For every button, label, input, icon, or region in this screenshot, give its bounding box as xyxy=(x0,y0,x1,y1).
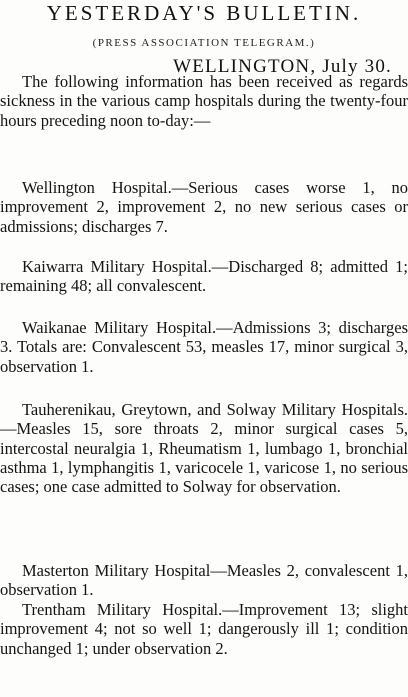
article-paragraph-trentham-hospital: Trentham Military Hospital.—Improvement 13; slight improvement 4; not so well 1; dangerously ill 1; condition unchanged 1; under observation 2. xyxy=(0,600,408,658)
article-paragraph-intro: The following information has been received as regards sickness in the various camp hospitals during the twenty-four hours preceding noon to-day:— xyxy=(0,72,408,130)
article-paragraph-wellington-hospital: Wellington Hospital.—Serious cases worse 1, no improvement 2, improvement 2, no new serious cases or admissions; discharges 7. xyxy=(0,178,408,236)
article-dateline: WELLINGTON, July 30. xyxy=(173,56,392,77)
article-paragraph-kaiwarra-hospital: Kaiwarra Military Hospital.—Discharged 8; admitted 1; remaining 48; all convalescent. xyxy=(0,257,408,296)
article-paragraph-featherston-hospitals: Tauherenikau, Greytown, and Solway Military Hospitals.—Measles 15, sore throats 2, minor surgical cases 5, intercostal neuralgia 1, Rheumatism 1, lumbago 1, bronchial asthma 1, lymphangitis 1, varicocele 1, varicose 1, no serious cases; one case admitted to Solway for observation. xyxy=(0,400,408,497)
article-headline: YESTERDAY'S BULLETIN. xyxy=(46,1,362,25)
article-paragraph-waikanae-hospital: Waikanae Military Hospital.—Admissions 3; discharges 3. Totals are: Convalescent 53, measles 17, minor surgical 3, observation 1. xyxy=(0,318,408,376)
article-source: (PRESS ASSOCIATION TELEGRAM.) xyxy=(92,37,316,49)
article-paragraph-masterton-hospital: Masterton Military Hospital—Measles 2, convalescent 1, observation 1. xyxy=(0,561,408,600)
